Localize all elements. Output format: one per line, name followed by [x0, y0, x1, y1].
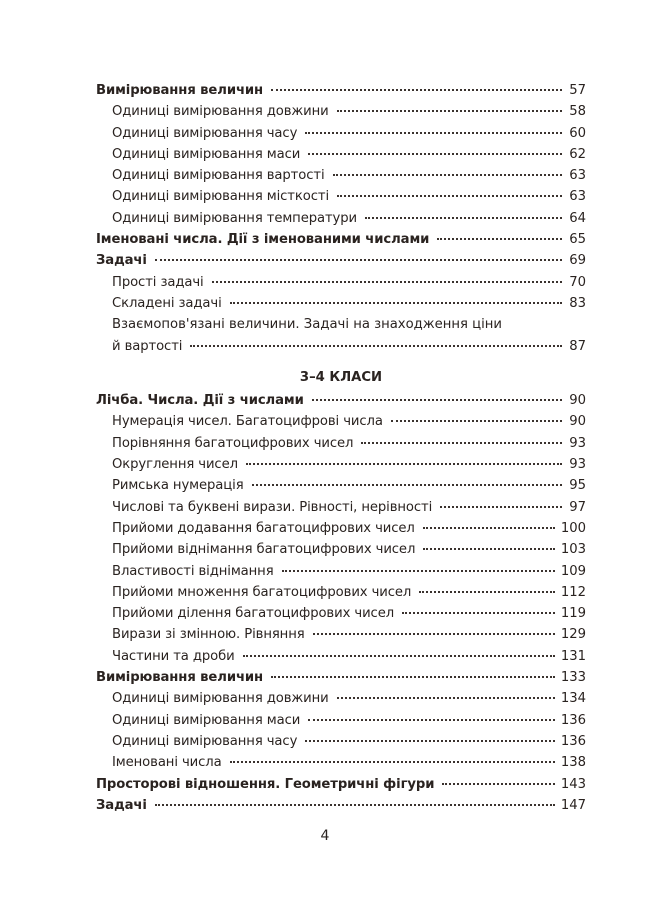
dot-leader	[333, 174, 562, 176]
dot-leader	[419, 591, 555, 593]
toc-entry-page: 69	[569, 253, 586, 269]
dot-leader	[308, 719, 555, 721]
toc-entry-title: Лічба. Числа. Дії з числами	[96, 393, 304, 409]
toc-entry-page: 103	[560, 542, 586, 558]
dot-leader	[402, 612, 555, 614]
toc-entry[interactable]	[96, 561, 586, 582]
toc-entry[interactable]	[96, 165, 586, 186]
toc-entry-page: 143	[560, 776, 586, 792]
dot-leader	[305, 740, 555, 742]
toc-entry-title: Числові та буквені вирази. Рівності, нерівності	[112, 499, 433, 515]
toc-entry[interactable]	[96, 411, 586, 432]
toc-entry-page: 100	[560, 520, 586, 536]
toc-entry[interactable]	[96, 667, 586, 688]
toc-entry[interactable]	[96, 186, 586, 207]
toc-entry-title: Порівняння багатоцифрових чисел	[112, 435, 354, 451]
toc-entry[interactable]	[96, 475, 586, 496]
toc-entry-title: Вимірювання величин	[96, 83, 264, 98]
dot-leader	[437, 238, 562, 240]
table-of-contents	[96, 80, 586, 816]
toc-entry[interactable]	[96, 250, 586, 271]
toc-entry-page: 129	[560, 627, 586, 643]
toc-entry[interactable]	[96, 314, 586, 357]
toc-entry[interactable]	[96, 518, 586, 539]
toc-entry-title: Прийоми ділення багатоцифрових чисел	[112, 606, 395, 622]
dot-leader	[337, 195, 562, 197]
toc-entry-title: Римська нумерація	[112, 478, 244, 494]
toc-entry[interactable]	[96, 582, 586, 603]
dot-leader	[337, 697, 555, 699]
toc-entry-page: 147	[560, 797, 586, 813]
toc-entry-page: 58	[569, 104, 586, 120]
toc-entry-title: Властивості віднімання	[112, 563, 274, 579]
dot-leader	[271, 676, 555, 678]
toc-entry-page: 136	[560, 712, 586, 728]
toc-entry-page: 64	[569, 210, 586, 226]
toc-entry[interactable]	[96, 229, 586, 250]
dot-leader	[212, 281, 562, 283]
toc-entry-title: Одиниці вимірювання часу	[112, 733, 298, 749]
toc-entry-page: 63	[569, 168, 586, 184]
toc-entry[interactable]	[96, 752, 586, 773]
dot-leader	[313, 633, 555, 635]
toc-entry[interactable]	[96, 101, 586, 122]
toc-entry-title: Одиниці вимірювання маси	[112, 146, 301, 162]
dot-leader	[190, 345, 562, 347]
toc-entry-title: Іменовані числа. Дії з іменованими числами	[96, 232, 430, 248]
toc-entry-page: 83	[569, 295, 586, 311]
toc-entry-page: 93	[569, 435, 586, 451]
toc-entry-page: 65	[569, 232, 586, 248]
toc-entry-page: 63	[569, 189, 586, 205]
toc-entry-page: 90	[569, 414, 586, 430]
toc-entry[interactable]	[96, 539, 586, 560]
toc-entry[interactable]	[96, 123, 586, 144]
toc-entry-page: 60	[569, 125, 586, 141]
toc-entry-title: Вирази зі змінною. Рівняння	[112, 627, 305, 643]
dot-leader	[305, 132, 562, 134]
dot-leader	[442, 783, 554, 785]
section-heading: 3–4 КЛАСИ	[299, 369, 383, 385]
toc-entry-title: Прийоми додавання багатоцифрових чисел	[112, 520, 415, 536]
toc-entry[interactable]	[96, 731, 586, 752]
toc-entry-page: 57	[569, 83, 586, 98]
toc-entry-title: Вимірювання величин	[96, 670, 264, 686]
toc-entry-page: 62	[569, 146, 586, 162]
toc-entry[interactable]	[96, 390, 586, 411]
toc-entry-title: Одиниці вимірювання часу	[112, 125, 298, 141]
toc-entry-page: 136	[560, 733, 586, 749]
toc-entry-title: Одиниці вимірювання довжини	[112, 104, 329, 120]
toc-entry-page: 70	[569, 274, 586, 290]
toc-entry-page: 95	[569, 478, 586, 494]
dot-leader	[155, 259, 562, 261]
toc-entry[interactable]	[96, 624, 586, 645]
toc-entry[interactable]	[96, 795, 586, 816]
dot-leader	[246, 463, 562, 465]
toc-entry-title: Прості задачі	[112, 274, 204, 290]
toc-entry[interactable]	[96, 144, 586, 165]
toc-entry-title: Одиниці вимірювання довжини	[112, 691, 329, 707]
toc-entry[interactable]	[96, 774, 586, 795]
toc-entry[interactable]	[96, 497, 586, 518]
toc-entry[interactable]	[96, 603, 586, 624]
toc-entry-title: Частини та дроби	[112, 648, 235, 664]
toc-entry-title: Задачі	[96, 253, 147, 269]
dot-leader	[230, 761, 555, 763]
dot-leader	[423, 527, 555, 529]
toc-entry-page: 97	[569, 499, 586, 515]
dot-leader	[252, 484, 562, 486]
toc-entry-page: 138	[560, 755, 586, 771]
toc-entry[interactable]	[96, 433, 586, 454]
dot-leader	[230, 302, 562, 304]
toc-entry[interactable]	[96, 710, 586, 731]
toc-entry-title: Одиниці вимірювання вартості	[112, 168, 325, 184]
toc-entry-title: Одиниці вимірювання місткості	[112, 189, 330, 205]
toc-entry-title: Округлення чисел	[112, 457, 238, 473]
toc-entry-page: 109	[560, 563, 586, 579]
toc-entry[interactable]	[96, 272, 586, 293]
toc-entry[interactable]	[96, 454, 586, 475]
toc-entry[interactable]	[96, 646, 586, 667]
toc-entry-title: Нумерація чисел. Багатоцифрові числа	[112, 414, 383, 430]
dot-leader	[423, 548, 555, 550]
toc-entry[interactable]	[96, 208, 586, 229]
dot-leader	[365, 217, 562, 219]
toc-entry-page: 131	[560, 648, 586, 664]
toc-entry-page: 134	[560, 691, 586, 707]
toc-entry-page: 133	[560, 670, 586, 686]
toc-entry-page: 119	[560, 606, 586, 622]
toc-entry-title-line2: й вартості	[112, 338, 183, 354]
dot-leader	[440, 506, 562, 508]
dot-leader	[361, 442, 562, 444]
toc-entry-page: 112	[560, 584, 586, 600]
toc-entry[interactable]	[96, 80, 586, 101]
toc-entry-title: Задачі	[96, 797, 147, 813]
toc-entry-title: Одиниці вимірювання маси	[112, 712, 301, 728]
toc-entry-title: Складені задачі	[112, 295, 222, 311]
dot-leader	[337, 110, 562, 112]
dot-leader	[243, 655, 555, 657]
toc-entry-page: 87	[569, 338, 586, 354]
toc-entry-page: 93	[569, 457, 586, 473]
dot-leader	[155, 804, 555, 806]
dot-leader	[312, 399, 562, 401]
toc-entry[interactable]	[96, 293, 586, 314]
dot-leader	[282, 570, 555, 572]
dot-leader	[308, 153, 562, 155]
dot-leader	[391, 420, 562, 422]
toc-entry-title: Прийоми множення багатоцифрових чисел	[112, 584, 412, 600]
page-number: 4	[320, 828, 330, 844]
dot-leader	[271, 89, 562, 91]
toc-entry[interactable]	[96, 688, 586, 709]
toc-entry-title: Іменовані числа	[112, 755, 222, 771]
toc-entry-title: Одиниці вимірювання температури	[112, 210, 358, 226]
toc-entry-page: 90	[569, 393, 586, 409]
toc-entry-title: Прийоми віднімання багатоцифрових чисел	[112, 542, 416, 558]
toc-entry-title-line1: Взаємопов'язані величини. Задачі на знаходження ціни	[112, 317, 502, 333]
toc-entry-title: Просторові відношення. Геометричні фігури	[96, 776, 435, 792]
